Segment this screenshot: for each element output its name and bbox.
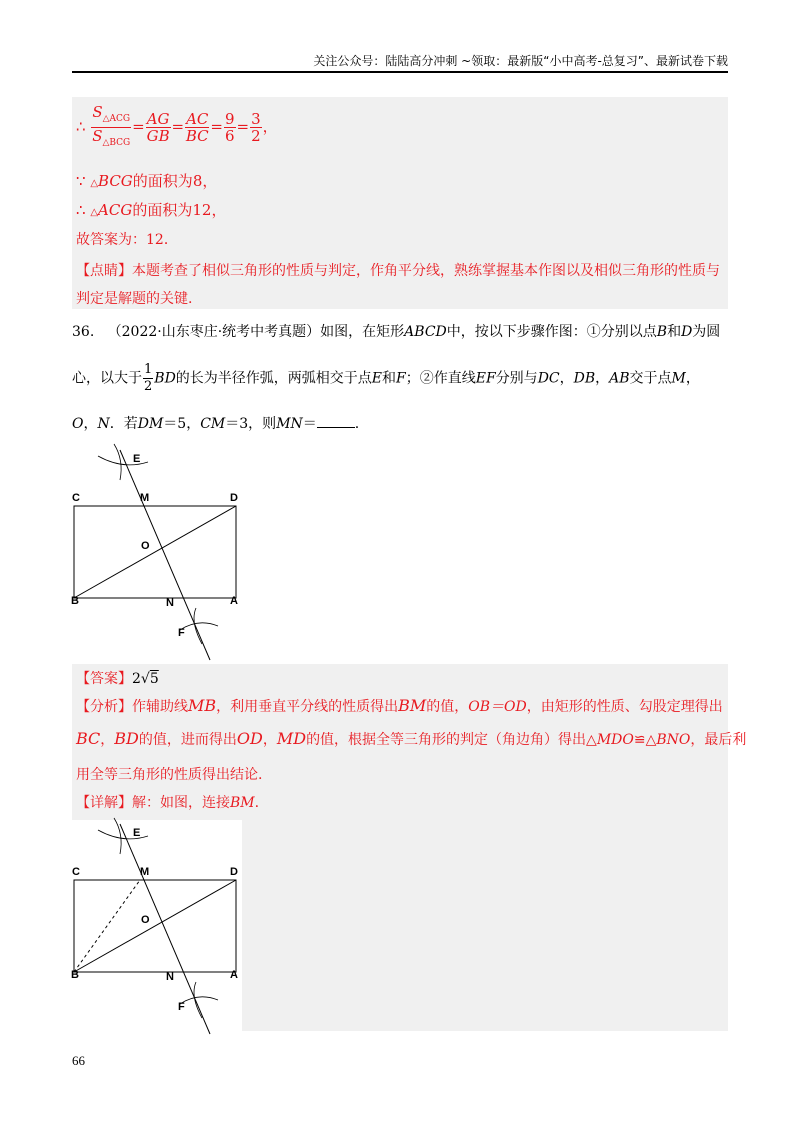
label-m-2: M [140, 866, 150, 878]
detail-label: 【详解】 [76, 795, 132, 811]
answer-line: 故答案为：12． [76, 232, 178, 248]
ratio-equation: ∴ $\frac{S_{\triangle ACG}}{S_{\triangle BCG}}$ = $\frac{AG}{GB}$ = $\frac{AC}{BC}$ = $\frac{9}{6}$ = $\frac{3}{2}$ ， [76, 104, 278, 151]
question-number: 36. [72, 324, 95, 340]
question-figure [68, 440, 248, 665]
three-halves-fraction: $\frac{3}{2}$ [251, 110, 261, 145]
page-header: 关注公众号：陆陆高分冲刺 ~领取：最新版“小中高考-总复习”、最新试卷下载 [313, 54, 728, 68]
final-answer-line: 【答案】2√5 [76, 671, 159, 687]
label-a-2: A [230, 969, 238, 981]
label-c-2: C [72, 866, 80, 878]
label-b-2: B [71, 969, 79, 981]
label-b: B [71, 595, 79, 607]
arc-f-1 [180, 623, 218, 630]
analysis-line-1: 【分析】作辅助线MB，利用垂直平分线的性质得出BM的值，OB＝OD，由矩形的性质、勾股定理得出 [76, 696, 723, 715]
label-m: M [140, 492, 150, 504]
question-line-3: O，N．若DM＝5，CM＝3，则MN＝ . [72, 416, 360, 432]
acg-area-line: ∴ △ACG的面积为12， [76, 201, 227, 219]
answer-blank [317, 415, 355, 428]
analysis-label: 【分析】 [76, 699, 132, 715]
therefore-symbol: ∴ [76, 117, 86, 136]
comment-line-1: 【点睛】本题考查了相似三角形的性质与判定，作角平分线，熟练掌握基本作图以及相似三角形的性质与 [76, 263, 720, 279]
page-number: 66 [72, 1053, 85, 1068]
question-line-2: 心，以大于 $\frac{1}{2}$ BD的长为半径作弧，两弧相交于点E和F；②作直线EF分别与DC，DB，AB交于点M， [72, 362, 700, 394]
detail-line: 【详解】解：如图，连接BM. [76, 795, 260, 811]
label-o-2: O [141, 914, 150, 926]
label-f-2: F [178, 1001, 185, 1013]
ac-bc-fraction: $\frac{AC}{BC}$ [185, 110, 209, 145]
header-rule [72, 71, 728, 73]
half-fraction: $\frac{1}{2}$ [144, 362, 153, 394]
label-n: N [166, 597, 174, 609]
comment-line-2: 判定是解题的关键. [76, 291, 193, 307]
label-o: O [141, 540, 150, 552]
arc-f-1b [180, 997, 218, 1004]
diagonal-bd-2 [74, 880, 236, 972]
perpendicular-bisector-ef [120, 450, 210, 660]
label-e-2: E [133, 827, 141, 839]
label-d-2: D [230, 866, 238, 878]
diagonal-bd [74, 506, 236, 598]
label-c: C [72, 492, 80, 504]
solution-figure [68, 812, 248, 1037]
analysis-line-3: 用全等三角形的性质得出结论. [76, 767, 263, 783]
comment-label: 【点睛】 [76, 263, 132, 279]
label-a: A [230, 595, 238, 607]
perpendicular-bisector-ef-2 [120, 824, 210, 1034]
dashed-bm [74, 880, 140, 972]
answer-label: 【答案】 [76, 671, 132, 687]
question-line-1: 36. （2022·山东枣庄·统考中考真题）如图，在矩形ABCD中，按以下步骤作图：①分别以点B和D为圆 [72, 324, 721, 340]
area-ratio-fraction: $\frac{S_{\triangle ACG}}{S_{\triangle BCG}}$ [92, 103, 131, 148]
label-d: D [230, 492, 238, 504]
label-n-2: N [166, 971, 174, 983]
question-source: （2022·山东枣庄·统考中考真题） [107, 324, 321, 340]
analysis-line-2: BC，BD的值，进而得出OD，MD的值，根据全等三角形的判定（角边角）得出△MDO≌△BNO，最后利 [76, 729, 747, 748]
nine-sixths-fraction: $\frac{9}{6}$ [224, 110, 235, 145]
ag-gb-fraction: $\frac{AG}{GB}$ [146, 110, 170, 145]
label-f: F [178, 627, 185, 639]
bcg-area-line: ∵ △BCG的面积为8， [76, 172, 218, 190]
label-e: E [133, 453, 141, 465]
arc-e-2b [114, 818, 121, 854]
arc-e-2 [114, 444, 121, 480]
